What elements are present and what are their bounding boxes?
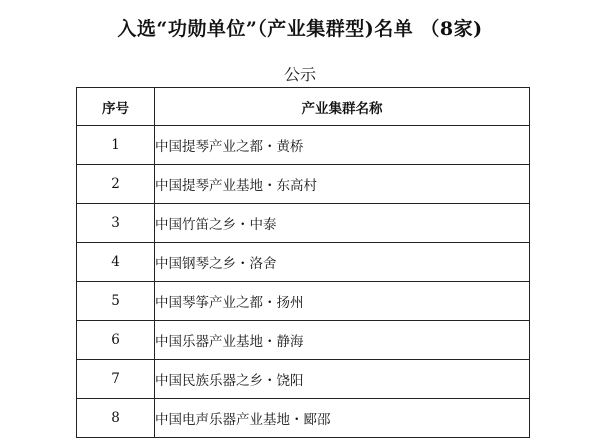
page-title: 入选“功勋单位”（产业集群型)名单 （8家) xyxy=(117,18,483,40)
industry-cluster-table xyxy=(76,87,530,438)
row-number: 2 xyxy=(77,165,155,204)
cluster-name: 中国乐器产业基地・静海 xyxy=(155,321,530,360)
cluster-name: 中国竹笛之乡・中泰 xyxy=(155,204,530,243)
row-number: 8 xyxy=(77,399,155,438)
table-row xyxy=(77,360,530,399)
cluster-name: 中国电声乐器产业基地・郾邵 xyxy=(155,399,530,438)
column-header-cluster-name: 产业集群名称 xyxy=(155,88,530,126)
table-row xyxy=(77,399,530,438)
table-row xyxy=(77,282,530,321)
cluster-name: 中国琴筝产业之都・扬州 xyxy=(155,282,530,321)
cluster-name: 中国民族乐器之乡・饶阳 xyxy=(155,360,530,399)
row-number: 5 xyxy=(77,282,155,321)
cluster-name: 中国钢琴之乡・洛舍 xyxy=(155,243,530,282)
cluster-name: 中国提琴产业之都・黄桥 xyxy=(155,126,530,165)
row-number: 3 xyxy=(77,204,155,243)
table-row xyxy=(77,165,530,204)
row-number: 7 xyxy=(77,360,155,399)
table-row xyxy=(77,204,530,243)
column-header-number: 序号 xyxy=(77,88,155,126)
row-number: 1 xyxy=(77,126,155,165)
table-row xyxy=(77,321,530,360)
row-number: 4 xyxy=(77,243,155,282)
table-row xyxy=(77,126,530,165)
cluster-name: 中国提琴产业基地・东高村 xyxy=(155,165,530,204)
page-subtitle: 公示 xyxy=(283,65,316,84)
row-number: 6 xyxy=(77,321,155,360)
table-row xyxy=(77,243,530,282)
table-header-row xyxy=(77,88,530,126)
